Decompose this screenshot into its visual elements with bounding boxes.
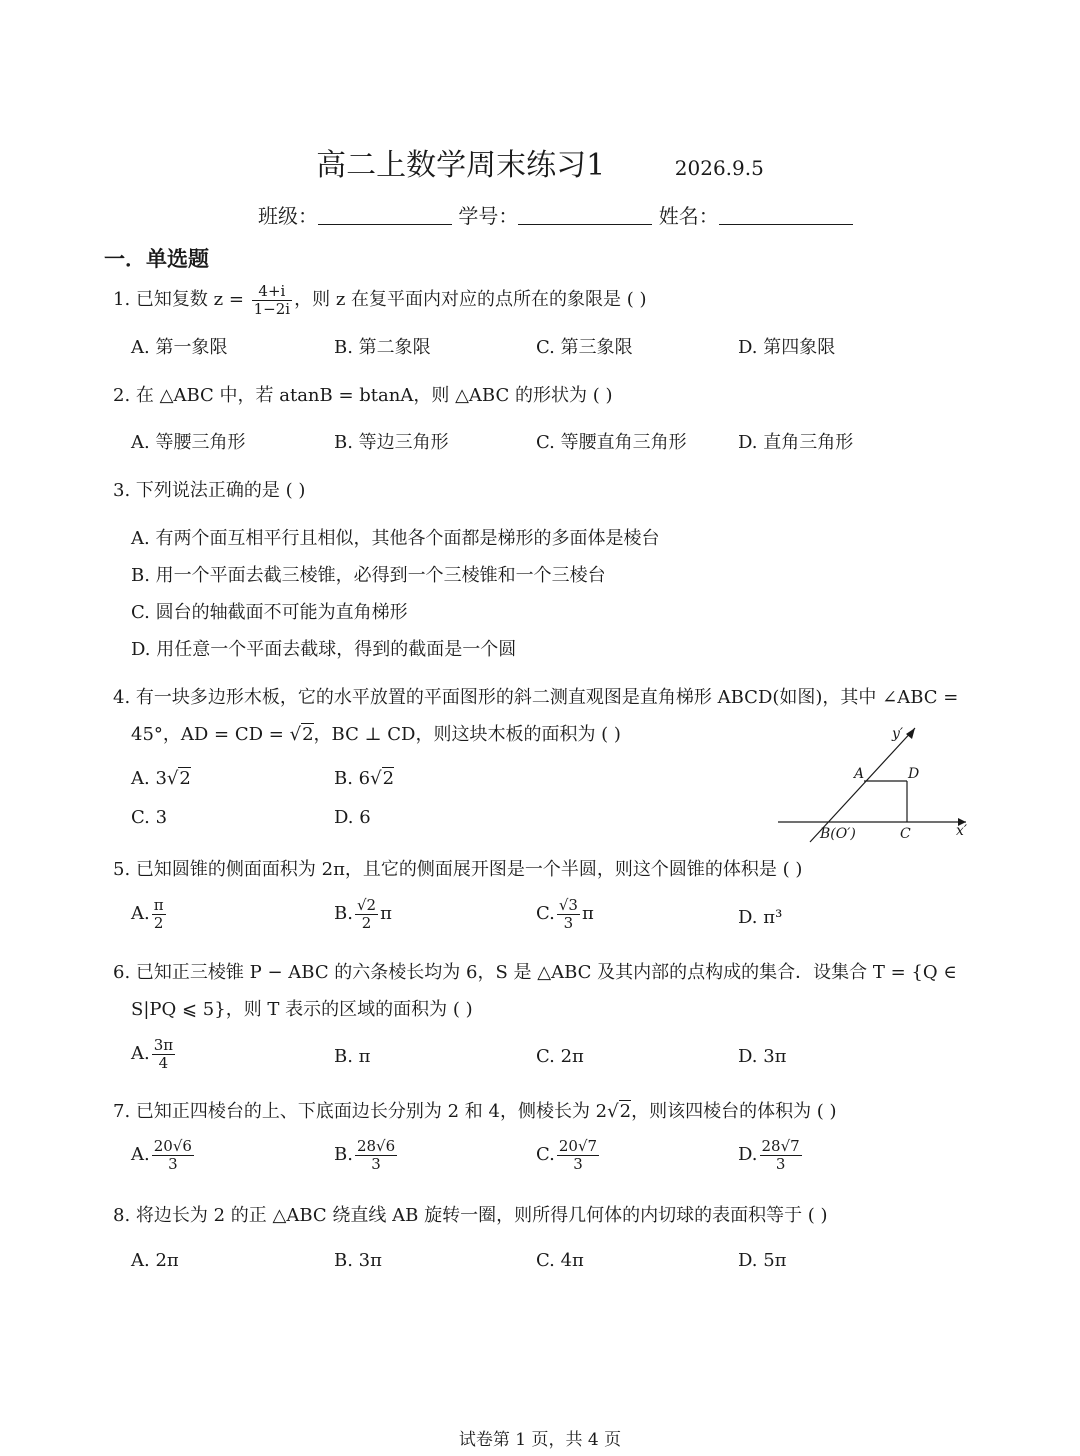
q7-c-frac: [557, 1138, 599, 1172]
question-4-stem-line1: 4. 有一块多边形木板，它的水平放置的平面图形的斜二测直观图是直角梯形 ABCD(如图)，其中 ∠ABC =: [113, 687, 959, 708]
q7-stem-b: ，则该四棱台的体积为 ( ): [631, 1101, 837, 1122]
q7-a-pre: A.: [131, 1144, 150, 1165]
q4-trapezoid-figure: [770, 720, 980, 850]
q5-c-num: √3: [558, 896, 578, 914]
q7-d-num: 28√7: [761, 1137, 800, 1155]
q7-stem-a: 7. 已知正四棱台的上、下底面边长分别为 2 和 4，侧棱长为 2: [113, 1101, 608, 1122]
name-label: 姓名：: [658, 204, 719, 228]
q5-a-den: 2: [153, 913, 164, 932]
number-label: 学号：: [458, 204, 519, 228]
q5-c-den: 3: [563, 913, 574, 932]
q7-b-num: 28√6: [356, 1137, 396, 1155]
q5-b-den: 2: [361, 913, 372, 932]
q8-option-b: B. 3π: [334, 1250, 382, 1271]
q3-option-d: D. 用任意一个平面去截球，得到的截面是一个圆: [131, 639, 517, 660]
q7-option-b: [334, 1138, 399, 1172]
q7-d-pre: D.: [738, 1144, 758, 1165]
q7-a-den: 3: [168, 1154, 178, 1173]
q4-line2-b: ，BC ⊥ CD，则这块木板的面积为 ( ): [313, 724, 621, 745]
q6-a-num: 3π: [153, 1036, 174, 1054]
q7-option-c: [536, 1138, 601, 1172]
q5-option-b: [334, 897, 392, 931]
y-axis-line: [810, 728, 915, 842]
q5-b-post: π: [380, 903, 392, 924]
q1-frac-den: 1−2i: [253, 299, 291, 318]
q4-line2-sqrt: 2: [302, 724, 314, 745]
q8-option-a: A. 2π: [131, 1250, 179, 1271]
q4-b-sqrt: 2: [382, 768, 395, 789]
q1-option-a: A. 第一象限: [131, 337, 228, 358]
q2-option-d: D. 直角三角形: [738, 432, 854, 453]
label-x-axis: x′: [956, 823, 968, 839]
number-blank[interactable]: [518, 202, 652, 225]
q1-option-c: C. 第三象限: [536, 337, 633, 358]
q7-b-pre: B.: [334, 1144, 353, 1165]
class-blank[interactable]: [318, 202, 452, 225]
q1-option-b: B. 第二象限: [334, 337, 431, 358]
q5-b-pre: B.: [334, 903, 353, 924]
question-6-stem-line1: 6. 已知正三棱锥 P − ABC 的六条棱长均为 6，S 是 △ABC 及其内部的点构成的集合．设集合 T = {Q ∈: [113, 962, 957, 983]
q7-d-frac: [760, 1138, 802, 1172]
q1-option-d: D. 第四象限: [738, 337, 836, 358]
q1-stem-b: ，则 z 在复平面内对应的点所在的象限是 ( ): [294, 289, 647, 310]
q8-option-c: C. 4π: [536, 1250, 584, 1271]
section-title: 一．单选题: [104, 246, 209, 271]
q7-stem-sqrt: 2: [619, 1101, 632, 1122]
question-7-stem: 7. 已知正四棱台的上、下底面边长分别为 2 和 4，侧棱长为 2√2，则该四棱台的体积为 ( ): [113, 1101, 837, 1122]
q6-option-d: D. 3π: [738, 1046, 787, 1067]
q4-line2-a: 45°，AD = CD =: [131, 724, 290, 745]
label-point-d: D: [908, 766, 920, 782]
q2-option-c: C. 等腰直角三角形: [536, 432, 687, 453]
q5-c-frac: [557, 897, 580, 931]
q1-frac-num: 4+i: [252, 283, 292, 301]
q6-a-frac: [152, 1037, 175, 1071]
y-axis-arrow-icon: [906, 728, 915, 739]
label-y-axis: y′: [892, 726, 904, 742]
q7-option-d: [738, 1138, 804, 1172]
q2-option-b: B. 等边三角形: [334, 432, 449, 453]
q5-c-post: π: [581, 903, 594, 924]
question-8-stem: 8. 将边长为 2 的正 △ABC 绕直线 AB 旋转一圈，则所得几何体的内切球的表面积等于 ( ): [113, 1205, 828, 1226]
question-1-stem: [113, 283, 647, 317]
q5-a-pre: A.: [131, 903, 150, 924]
exam-date: 2026.9.5: [674, 156, 764, 180]
label-point-b: B(O′): [820, 826, 856, 842]
q7-b-den: 3: [371, 1154, 381, 1173]
q1-stem-a: 1. 已知复数 z =: [113, 289, 250, 310]
question-4-stem-line2: 45°，AD = CD = √2，BC ⊥ CD，则这块木板的面积为 ( ): [131, 724, 621, 745]
q2-option-a: A. 等腰三角形: [131, 432, 246, 453]
question-3-stem: 3. 下列说法正确的是 ( ): [113, 480, 306, 501]
q6-a-den: 4: [158, 1053, 169, 1072]
class-label: 班级：: [258, 204, 318, 228]
q4-option-a: A. 3√2: [131, 768, 191, 789]
q4-a-sqrt: 2: [179, 768, 191, 789]
question-5-stem: 5. 已知圆锥的侧面面积为 2π，且它的侧面展开图是一个半圆，则这个圆锥的体积是 ( ): [113, 859, 803, 880]
q4-option-d: D. 6: [334, 807, 371, 828]
q8-option-d: D. 5π: [738, 1250, 787, 1271]
page-title: [0, 140, 1080, 184]
name-blank[interactable]: [719, 202, 853, 225]
q6-option-b: B. π: [334, 1046, 371, 1067]
q7-c-pre: C.: [536, 1144, 555, 1165]
q6-a-pre: A.: [131, 1043, 150, 1064]
q7-c-den: 3: [573, 1154, 583, 1173]
q5-a-num: π: [153, 896, 164, 914]
label-point-a: A: [854, 766, 865, 782]
q5-option-c: [536, 897, 594, 931]
q4-b-pre: B. 6: [334, 768, 371, 789]
page-footer: 试卷第 1 页，共 4 页: [458, 1430, 622, 1450]
q3-option-c: C. 圆台的轴截面不可能为直角梯形: [131, 602, 408, 623]
label-point-c: C: [900, 826, 911, 842]
q7-a-frac: [152, 1138, 194, 1172]
student-info-row: [258, 200, 853, 229]
q5-a-frac: [152, 897, 166, 931]
q7-d-den: 3: [775, 1154, 786, 1173]
q7-option-a: [131, 1138, 196, 1172]
q5-b-frac: [355, 897, 378, 931]
q7-c-num: 20√7: [558, 1137, 598, 1155]
q1-fraction: [252, 283, 292, 317]
q3-option-a: A. 有两个面互相平行且相似，其他各个面都是梯形的多面体是棱台: [131, 528, 660, 549]
question-6-stem-line2: S|PQ ⩽ 5}，则 T 表示的区域的面积为 ( ): [131, 999, 473, 1020]
q5-option-a: [131, 897, 168, 931]
q4-a-pre: A. 3: [131, 768, 167, 789]
exam-title: 高二上数学周末练习1: [316, 148, 606, 183]
q5-option-d: D. π³: [738, 907, 783, 928]
q5-c-pre: C.: [536, 903, 555, 924]
q4-option-b: B. 6√2: [334, 768, 395, 789]
q6-option-c: C. 2π: [536, 1046, 584, 1067]
q7-b-frac: [355, 1138, 397, 1172]
q3-option-b: B. 用一个平面去截三棱锥，必得到一个三棱锥和一个三棱台: [131, 565, 606, 586]
q7-a-num: 20√6: [153, 1137, 192, 1155]
q5-b-num: √2: [356, 896, 377, 914]
q4-option-c: C. 3: [131, 807, 168, 828]
q6-option-a: [131, 1037, 177, 1071]
question-2-stem: 2. 在 △ABC 中，若 atanB = btanA，则 △ABC 的形状为 ( ): [113, 385, 613, 406]
